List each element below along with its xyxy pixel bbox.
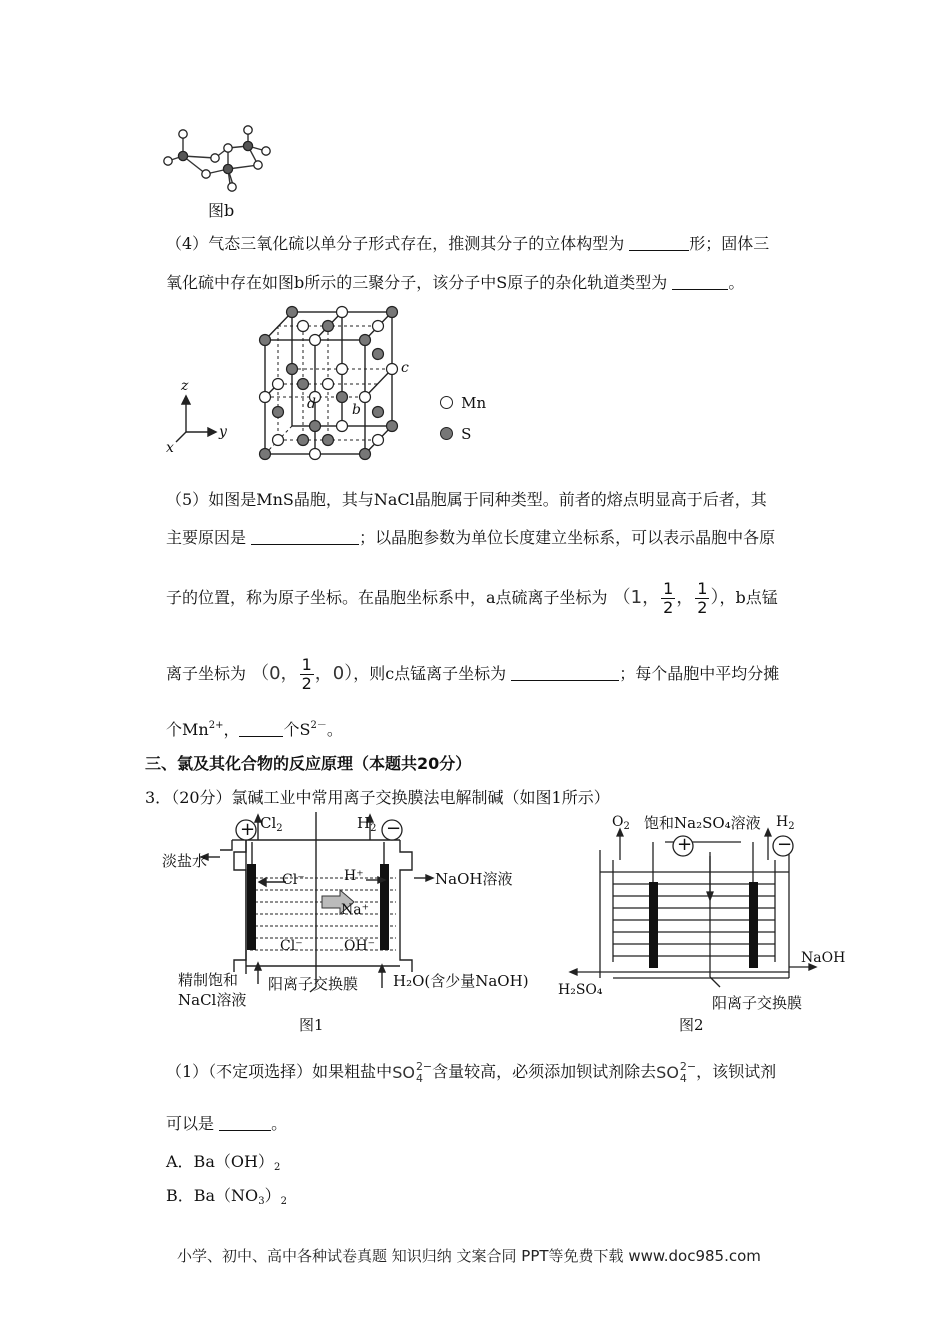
- fig1-cl2-label: $Cl_2$: [260, 814, 283, 834]
- legend-s: S: [440, 424, 471, 443]
- anode-plus-sign: +: [240, 819, 256, 840]
- fig2-h2so4-label: H₂SO₄: [558, 982, 603, 998]
- mns-crystal-cell-figure: [160, 300, 400, 465]
- point-c-label: c: [401, 360, 409, 376]
- answer-blank[interactable]: [511, 665, 619, 681]
- q3-1-option-b: B．$Ba(NO_3)_2$: [166, 1186, 287, 1207]
- answer-blank[interactable]: [239, 721, 283, 737]
- fig1-light-brine-label: 淡盐水: [162, 852, 208, 870]
- fig2-naoh-label: NaOH: [801, 950, 846, 966]
- fraction-half: $\frac{1}{2}$: [301, 655, 312, 693]
- figure-2-caption: 图2: [679, 1016, 704, 1034]
- q3-stem: 3．（20分）氯碱工业中常用离子交换膜法电解制碱（如图1所示）: [145, 788, 610, 807]
- fraction-half: $\frac{1}{2}$: [697, 579, 708, 617]
- sulfate-ion-formula: SO 2− 4: [656, 1060, 697, 1085]
- q5-line4: 离子坐标为 （0， $\frac{1}{2}$ ，0），则c点锰离子坐标为 ；每个晶胞中平均分摊: [166, 655, 780, 693]
- fig2-anode-plus-sign: +: [677, 834, 693, 855]
- fig2-h2-label: $H_2$: [776, 814, 795, 832]
- answer-blank[interactable]: [219, 1115, 271, 1131]
- legend-mn: Mn: [440, 393, 486, 412]
- q3-1-line1: （1）（不定项选择）如果粗盐中SO 2− 4 含量较高，必须添加钡试剂除去SO 2− 4 ，该钡试剂: [166, 1052, 776, 1093]
- figure-b-caption: 图b: [208, 201, 235, 220]
- fig1-h2-label: $H_2$: [357, 814, 377, 834]
- q5-line3: 子的位置，称为原子坐标。在晶胞坐标系中，a点硫离子坐标为 （1， $\frac{1}{2}$ ， $\frac{1}{2}$ ），b点锰: [166, 579, 778, 617]
- q3-1-option-a: A．$Ba(OH)_2$: [166, 1152, 281, 1173]
- section-3-title: 三、氯及其化合物的反应原理（本题共20分）: [145, 754, 472, 773]
- fig1-na-plus: Na⁺: [341, 902, 369, 918]
- fig1-membrane-label: 阳离子交换膜: [268, 975, 359, 993]
- q3-1-line2: 可以是 。: [166, 1114, 288, 1133]
- sulfate-ion-formula: SO 2− 4: [392, 1060, 433, 1085]
- fig1-cl-minus: Cl⁻: [282, 872, 305, 888]
- point-d-label: d: [307, 396, 316, 412]
- axis-x-label: x: [166, 440, 174, 456]
- fig1-oh-minus: OH⁻: [344, 938, 376, 954]
- figure-1-caption: 图1: [299, 1016, 324, 1034]
- fig1-naoh-label: NaOH溶液: [435, 870, 513, 888]
- axis-z-label: z: [181, 378, 189, 394]
- answer-blank[interactable]: [251, 529, 359, 545]
- fig1-refined-brine: 精制饱和 NaCl溶液: [178, 971, 247, 1009]
- fig1-water-inlet-label: H₂O(含少量NaOH): [393, 972, 529, 990]
- q5-line1: （5）如图是MnS晶胞，其与NaCl晶胞属于同种类型。前者的熔点明显高于后者，其: [166, 490, 767, 509]
- answer-blank[interactable]: [629, 235, 689, 251]
- figure-2-electrolysis-cell: [565, 812, 855, 1017]
- fig2-membrane-label: 阳离子交换膜: [712, 994, 803, 1012]
- q5-line2: 主要原因是 ；以晶胞参数为单位长度建立坐标系，可以表示晶胞中各原: [166, 528, 776, 547]
- fraction-half: $\frac{1}{2}$: [663, 579, 674, 617]
- q4-line2: 氧化硫中存在如图b所示的三聚分子，该分子中S原子的杂化轨道类型为 。: [166, 273, 745, 292]
- cathode-minus-sign: −: [386, 818, 402, 839]
- q5-line5: 个$Mn^{2+}$， 个$S^{2-}$。: [166, 720, 343, 739]
- fig2-na2so4-label: 饱和Na₂SO₄溶液: [644, 814, 761, 832]
- answer-blank[interactable]: [672, 274, 728, 290]
- legend-s-marker: [440, 427, 453, 440]
- fig1-cl-minus-2: Cl⁻: [280, 938, 303, 954]
- axis-y-label: y: [219, 424, 227, 440]
- fig1-h-plus: H⁺: [344, 868, 364, 884]
- q4-line1: （4）气态三氧化硫以单分子形式存在，推测其分子的立体构型为 形；固体三: [166, 234, 770, 253]
- trimer-molecule-figure: [160, 120, 280, 192]
- fig2-cathode-minus-sign: −: [777, 834, 793, 855]
- page-footer: 小学、初中、高中各种试卷真题 知识归纳 文案合同 PPT等免费下载 www.doc985.com: [177, 1247, 761, 1265]
- legend-mn-marker: [440, 396, 453, 409]
- point-b-label: b: [352, 402, 361, 418]
- fig2-o2-label: $O_2$: [612, 814, 630, 832]
